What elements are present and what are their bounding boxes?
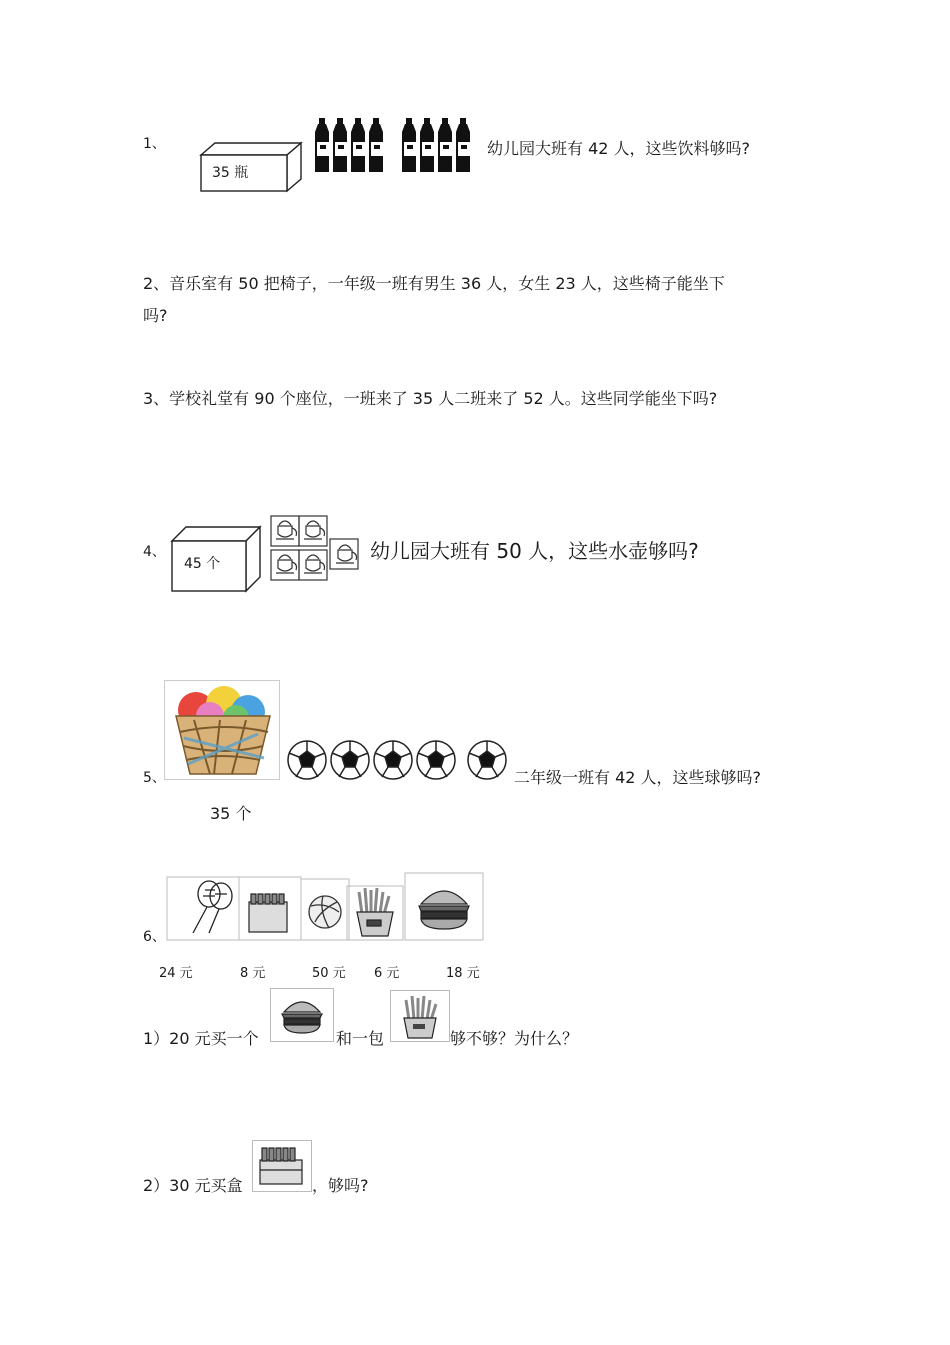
q6-sub1-part2: 和一包 — [336, 1029, 385, 1048]
soccer-balls-group — [285, 738, 515, 782]
price-fries: 6 元 — [374, 966, 400, 981]
q6-number: 6、 — [143, 929, 166, 945]
price-rackets: 24 元 — [159, 966, 193, 981]
q2-line2: 吗? — [143, 306, 168, 325]
items-strip — [165, 872, 485, 942]
price-burger: 18 元 — [446, 966, 480, 981]
q5-question: 二年级一班有 42 人，这些球够吗? — [514, 768, 762, 787]
burger-icon — [270, 988, 334, 1042]
q1-question: 幼儿园大班有 42 人，这些饮料够吗? — [487, 139, 751, 158]
price-crayons: 8 元 — [240, 966, 266, 981]
ball-basket-icon — [164, 680, 280, 780]
q4-question: 幼儿园大班有 50 人，这些水壶够吗? — [370, 539, 699, 563]
q6-sub1-part1: 1）20 元买一个 — [143, 1029, 259, 1048]
crayons-icon — [252, 1140, 312, 1192]
q6-sub2-part2: ，够吗? — [312, 1176, 369, 1195]
q5-number: 5、 — [143, 770, 166, 786]
box-label: 35 瓶 — [212, 165, 249, 181]
q3-question: 3、学校礼堂有 90 个座位，一班来了 35 人二班来了 52 人。这些同学能坐下吗? — [143, 389, 718, 408]
q6-sub1-part3: 够不够？为什么？ — [450, 1029, 579, 1048]
bottles-group-1 — [315, 118, 391, 174]
q6-sub2-part1: 2）30 元买盒 — [143, 1176, 243, 1195]
box-label: 45 个 — [184, 556, 221, 572]
q1-number: 1、 — [143, 136, 166, 152]
bottles-group-2 — [402, 118, 478, 174]
q2-line1: 2、音乐室有 50 把椅子，一年级一班有男生 36 人，女生 23 人，这些椅子能坐下 — [143, 274, 725, 293]
kettles-group — [270, 515, 360, 581]
q4-number: 4、 — [143, 544, 166, 560]
basket-label: 35 个 — [210, 804, 252, 823]
fries-icon — [390, 990, 450, 1042]
price-volleyball: 50 元 — [312, 966, 346, 981]
